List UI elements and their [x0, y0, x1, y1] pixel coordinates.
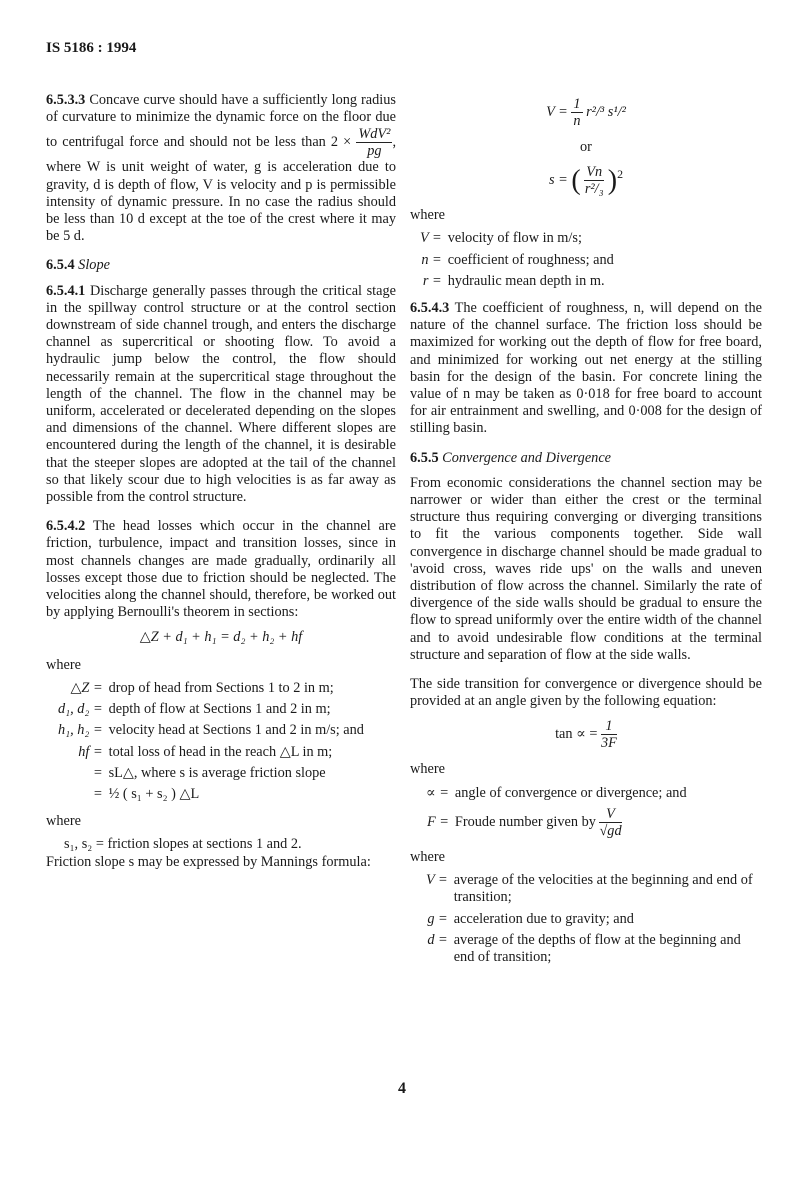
definitions-list-4: V = average of the velocities at the beginning and end of transition; g = acceleration due to gravity; and d = average of the depths of flow at the beginning and end of transition;: [426, 872, 753, 965]
section-6-5-4-heading: 6.5.4 Slope: [46, 257, 110, 274]
where-label: where: [46, 813, 81, 830]
left-column: [46, 92, 396, 871]
definitions-list-1: △Z = drop of head from Sections 1 to 2 in m; d₁, d₂ = depth of flow at Sections 1 and 2 in m; h₁, h₂ = velocity head at Sections 1 and 2 in m/s; and hf = total loss of head in the reach △L in m; = sL△, where s is average friction slope = ½ ( s₁ + s₂ ) △L: [58, 679, 364, 802]
para-6-5-3-3: 6.5.3.3 Concave curve should have a sufficiently long radius of curvature to minimize the dynamic force on the floor due to centrifugal force and should not be less than 2 × $\frac{\text{WdV²}}{pg}$ , where W is unit weight of water, g is acceleration due to gravity, d is depth of flow, V is velocity and p is permissible intensity of dynamic pressure. In no case the radius should be less than 10 d except at the toe of the crest where it may be 5 d.: [46, 92, 397, 245]
document-header: IS 5186 : 1994: [46, 40, 137, 56]
slope-equation: s = ( $\frac{Vn}{\text{r²/₃}}$ )$^2$: [548, 164, 624, 198]
para-number: 6.5.3.3: [46, 92, 86, 108]
para-6-5-4-3: 6.5.4.3 The coefficient of roughness, n, will depend on the nature of the channel surface. The friction loss should be maximized for working out the depth of flow for free board, and minimized for working out net energy at the stilling basin for the design of the basin. For concrete lining the value of n may be taken as 0·018 for free board to account for air entrainment and swelling, and 0·008 for the design of stilling basin.: [410, 300, 762, 437]
para-6-5-4-1: 6.5.4.1 Discharge generally passes through the critical stage in the spillway control structure or at the control section downstream of side channel trough, and enters the discharge channel as supercritical or shooting flow. To avoid a hydraulic jump below the control, the flow should necessarily remain at the supercritical stage throughout the length of the channel. The flow in the channel may be uniform, accelerated or decelerated depending on the slopes and dimensions of the channel. Where different slopes are encountered during the length of the channel, it is desirable that the steeper slopes are adopted at the tail of the channel so that likely scour due to high velocities is as far away as possible from the control structure.: [46, 282, 396, 506]
manning-equation: V = $\frac{1}{n}$ r²/³ s¹/²: [546, 96, 626, 129]
para-6-5-5-b: The side transition for convergence or divergence should be provided at an angle given by the following equation:: [410, 676, 762, 710]
friction-slope-definition: s₁, s₂ = friction slopes at sections 1 and 2.: [64, 836, 302, 853]
bernoulli-equation: △Z + d₁ + h₁ = d₂ + h₂ + hf: [139, 629, 303, 646]
tan-alpha-equation: tan ∝ = $\frac{1}{3F}$: [555, 718, 617, 752]
para-6-5-4-2: 6.5.4.2 The head losses which occur in the channel are friction, turbulence, impact and transition losses, since in most channels changes are made gradually, ordinarily all losses except those due to friction should be neglected. The velocities along the channel should, therefore, be worked out by applying Bernoulli's theorem in sections:: [46, 518, 396, 621]
definitions-list-2: V = velocity of flow in m/s; n = coefficient of roughness; and r = hydraulic mean depth in m.: [420, 230, 614, 289]
where-label: where: [410, 761, 445, 778]
where-label: where: [410, 848, 445, 865]
where-label: where: [410, 207, 445, 224]
fraction-wdv2-pg: $\frac{\text{WdV²}}{pg}$: [358, 126, 391, 160]
section-6-5-5-heading: 6.5.5 Convergence and Divergence: [410, 449, 612, 466]
right-column: [410, 96, 762, 976]
manning-intro: Friction slope s may be expressed by Mannings formula:: [46, 853, 371, 870]
or-label: or: [580, 139, 592, 155]
where-label: where: [46, 656, 81, 673]
definitions-list-3: ∝ = angle of convergence or divergence; and F = Froude number given by $\frac{V}{√gd}$: [426, 784, 687, 839]
page-number: 4: [398, 1080, 406, 1097]
para-6-5-5-a: From economic considerations the channel section may be narrower or wider than either the crest or the terminal structure thus requiring converging or diverging transitions to fit the various components together. Side wall convergence in discharge channel should be made gradual to 'avoid cross, waves ride ups' on the walls and uneven distribution of flow across the channel. Similarly the rate of divergence of the side walls should be gradual to ensure the flow to spread uniformly over the entire width of the channel and to avoid undesirable flow conditions at the terminal structure and separation of flow at the side walls.: [410, 474, 762, 663]
